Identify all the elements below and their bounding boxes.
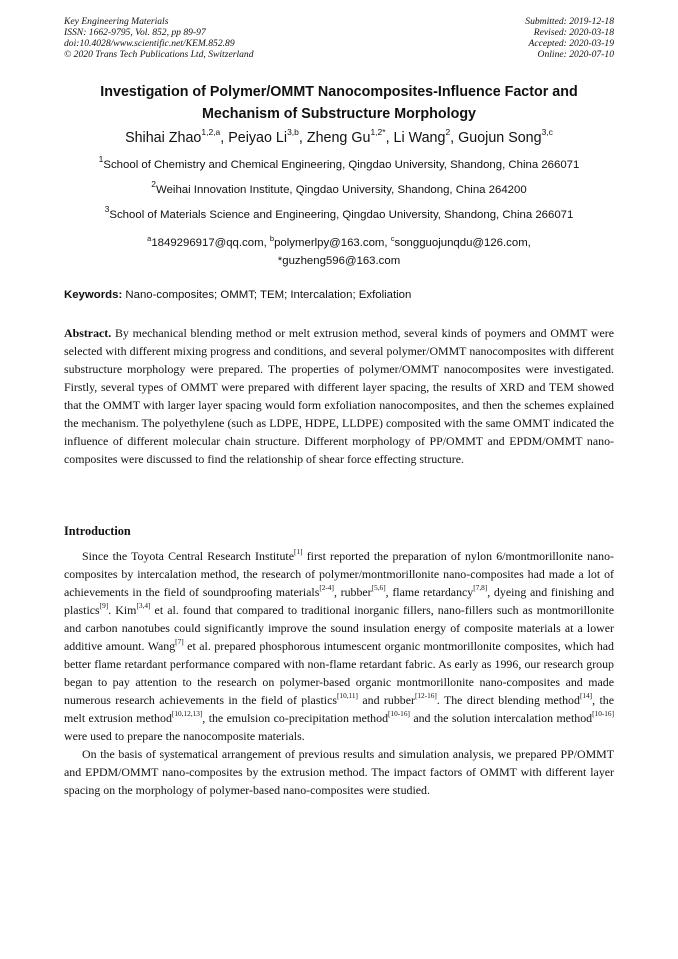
citation: [7,8] — [473, 583, 488, 593]
citation: [10-16] — [592, 709, 614, 719]
text-run: and rubber — [358, 693, 415, 707]
text-run: were used to prepare the nanocomposite materials. — [64, 729, 305, 743]
author-name: Guojun Song — [458, 130, 542, 146]
text-run: et al. found that compared to traditional inorganic fillers, nano-fillers such as montmorillonite and carbon nanotubes could significantly improve the sound insulation energy of composite materials at a lower additive amount. Wang — [64, 603, 614, 653]
journal-header-left — [64, 16, 254, 60]
citation: [1] — [294, 547, 303, 557]
doi: doi:10.4028/www.scientific.net/KEM.852.89 — [64, 38, 235, 49]
author-affil: 3,c — [541, 127, 553, 138]
author-name: Peiyao Li — [228, 130, 288, 146]
author-name: Shihai Zhao — [125, 130, 202, 146]
introduction-heading: Introduction — [64, 524, 131, 538]
online-date: Online: 2020-07-10 — [537, 49, 614, 60]
citation: [14] — [579, 691, 593, 701]
text-run: and the solution intercalation method — [409, 711, 593, 725]
copyright: © 2020 Trans Tech Publications Ltd, Switzerland — [64, 49, 254, 60]
text-run: et al. prepared phosphorous intumescent organic montmorillonite composites, which had better flame retardant performance compared with non-flame retardant fabric. As early as 1996, our research group began to pay attention to the research on polymer-based organic montmorillonite nano-composites and made numerous research achievements in the field of plastics — [64, 639, 615, 707]
text-run: Since the Toyota Central Research Institute — [82, 549, 295, 563]
text-run: , flame retardancy — [385, 585, 474, 599]
keywords-label: Keywords: — [64, 289, 123, 301]
issn: ISSN: 1662-9795, Vol. 852, pp 89-97 — [64, 27, 206, 38]
abstract — [64, 324, 614, 468]
affiliation-3 — [30, 206, 648, 224]
introduction-body — [64, 547, 614, 799]
text-run: , the emulsion co-precipitation method — [202, 711, 389, 725]
paper-title — [40, 81, 638, 125]
journal-name: Key Engineering Materials — [64, 16, 169, 27]
email-corresponding: *guzheng596@163.com — [277, 254, 401, 267]
author-affil: 3,b — [287, 127, 299, 138]
intro-paragraph-1 — [64, 547, 614, 745]
affiliation-marker: 2 — [151, 179, 157, 190]
keywords-text: Nano-composites; OMMT; TEM; Intercalation; Exfoliation — [125, 289, 412, 301]
abstract-label: Abstract. — [64, 326, 112, 340]
author-affil: 2 — [445, 127, 451, 138]
affiliation-marker: 1 — [98, 154, 104, 165]
journal-header-right — [525, 16, 614, 60]
author-name: Zheng Gu — [306, 130, 371, 146]
revised-date: Revised: 2020-03-18 — [533, 27, 614, 38]
email-marker: a — [147, 234, 152, 243]
affiliation-1 — [30, 156, 648, 174]
text-run: , the melt extrusion method — [64, 693, 614, 725]
affiliation-text: Weihai Innovation Institute, Qingdao University, Shandong, China 264200 — [156, 184, 527, 196]
text-run: first reported the preparation of nylon 6/montmorillonite nano-composites by intercalation method, the research of polymer/montmorillonite nano-composites had made a lot of achievements in the field of soundproofing materials — [64, 549, 615, 599]
text-run: . Kim — [108, 603, 137, 617]
citation: [10,11] — [336, 691, 358, 701]
title-line-2: Mechanism of Substructure Morphology — [201, 106, 477, 122]
citation: [7] — [175, 637, 184, 647]
citation: [12-16] — [414, 691, 437, 701]
author-list: Shihai Zhao$^{1,2,a}$, Peiyao Li$^{3,b}$, Zheng $Gu^{1,2*}$, Li Wang$^2$, Guojun Song$^{3,c}$ — [125, 127, 553, 146]
email-c: songguojunqdu@126.com, — [394, 236, 531, 249]
accepted-date: Accepted: 2020-03-19 — [528, 38, 614, 49]
email-line-1 — [60, 230, 618, 252]
email-b: polymerlpy@163.com, — [274, 236, 388, 249]
text-run: , dyeing and finishing and plastics — [64, 585, 615, 617]
author-affil: 1,2,a — [201, 127, 221, 138]
keywords — [64, 287, 624, 303]
intro-paragraph-2: On the basis of systematical arrangement of previous results and simulation analysis, we prepared PP/OMMT and EPDM/OMMT nano-composites by the extrusion method. The impact factors of OMMT with different layer spacing on the morphology of polymer-based nano-composites were studied. — [64, 747, 614, 797]
text-run: , rubber — [333, 585, 372, 599]
email-a: 1849296917@qq.com, — [151, 236, 267, 249]
email-marker: b — [269, 234, 275, 243]
email-marker: c — [390, 234, 395, 243]
citation: [3,4] — [136, 601, 151, 611]
citation: [10,12,13] — [171, 709, 203, 719]
citation: [2-4] — [319, 583, 334, 593]
title-line-1: Investigation of Polymer/OMMT Nanocomposites-Influence Factor and — [100, 84, 578, 100]
author-name: Li Wang — [393, 130, 446, 146]
author-affil: 1,2* — [370, 127, 386, 138]
citation: [9] — [99, 601, 109, 611]
affiliation-text: School of Materials Science and Engineering, Qingdao University, Shandong, China 266071 — [109, 209, 574, 221]
affiliation-marker: 3 — [104, 204, 110, 215]
text-run: . The direct blending method — [436, 693, 580, 707]
affiliation-text: School of Chemistry and Chemical Engineering, Qingdao University, Shandong, China 266071 — [103, 159, 580, 171]
author-emails — [60, 230, 618, 270]
citation: [10-16] — [388, 709, 410, 719]
abstract-text: By mechanical blending method or melt extrusion method, several kinds of poymers and OMMT were selected with different mixing progress and conditions, and several polymer/OMMT nanocomposites with different substructure morphology were prepared. The properties of polymer/OMMT nanocomposites were investigated. Firstly, several types of OMMT were prepared with different layer spacing, the results of XRD and TEM showed that the OMMT with larger layer spacing would form exfoliation nanocomposites, and then the schemes explained the mechanism. The polyethylene (such as LDPE, HDPE, LLDPE) composited with the same OMMT indicated the influence of different molecular chain structure. Different morphology of PP/OMMT and EPDM/OMMT nano-composites were discussed to find the relationship of shear force effecting structure. — [64, 326, 614, 466]
submitted-date: Submitted: 2019-12-18 — [525, 16, 614, 27]
citation: [5,6] — [371, 583, 386, 593]
affiliation-2 — [30, 181, 648, 199]
